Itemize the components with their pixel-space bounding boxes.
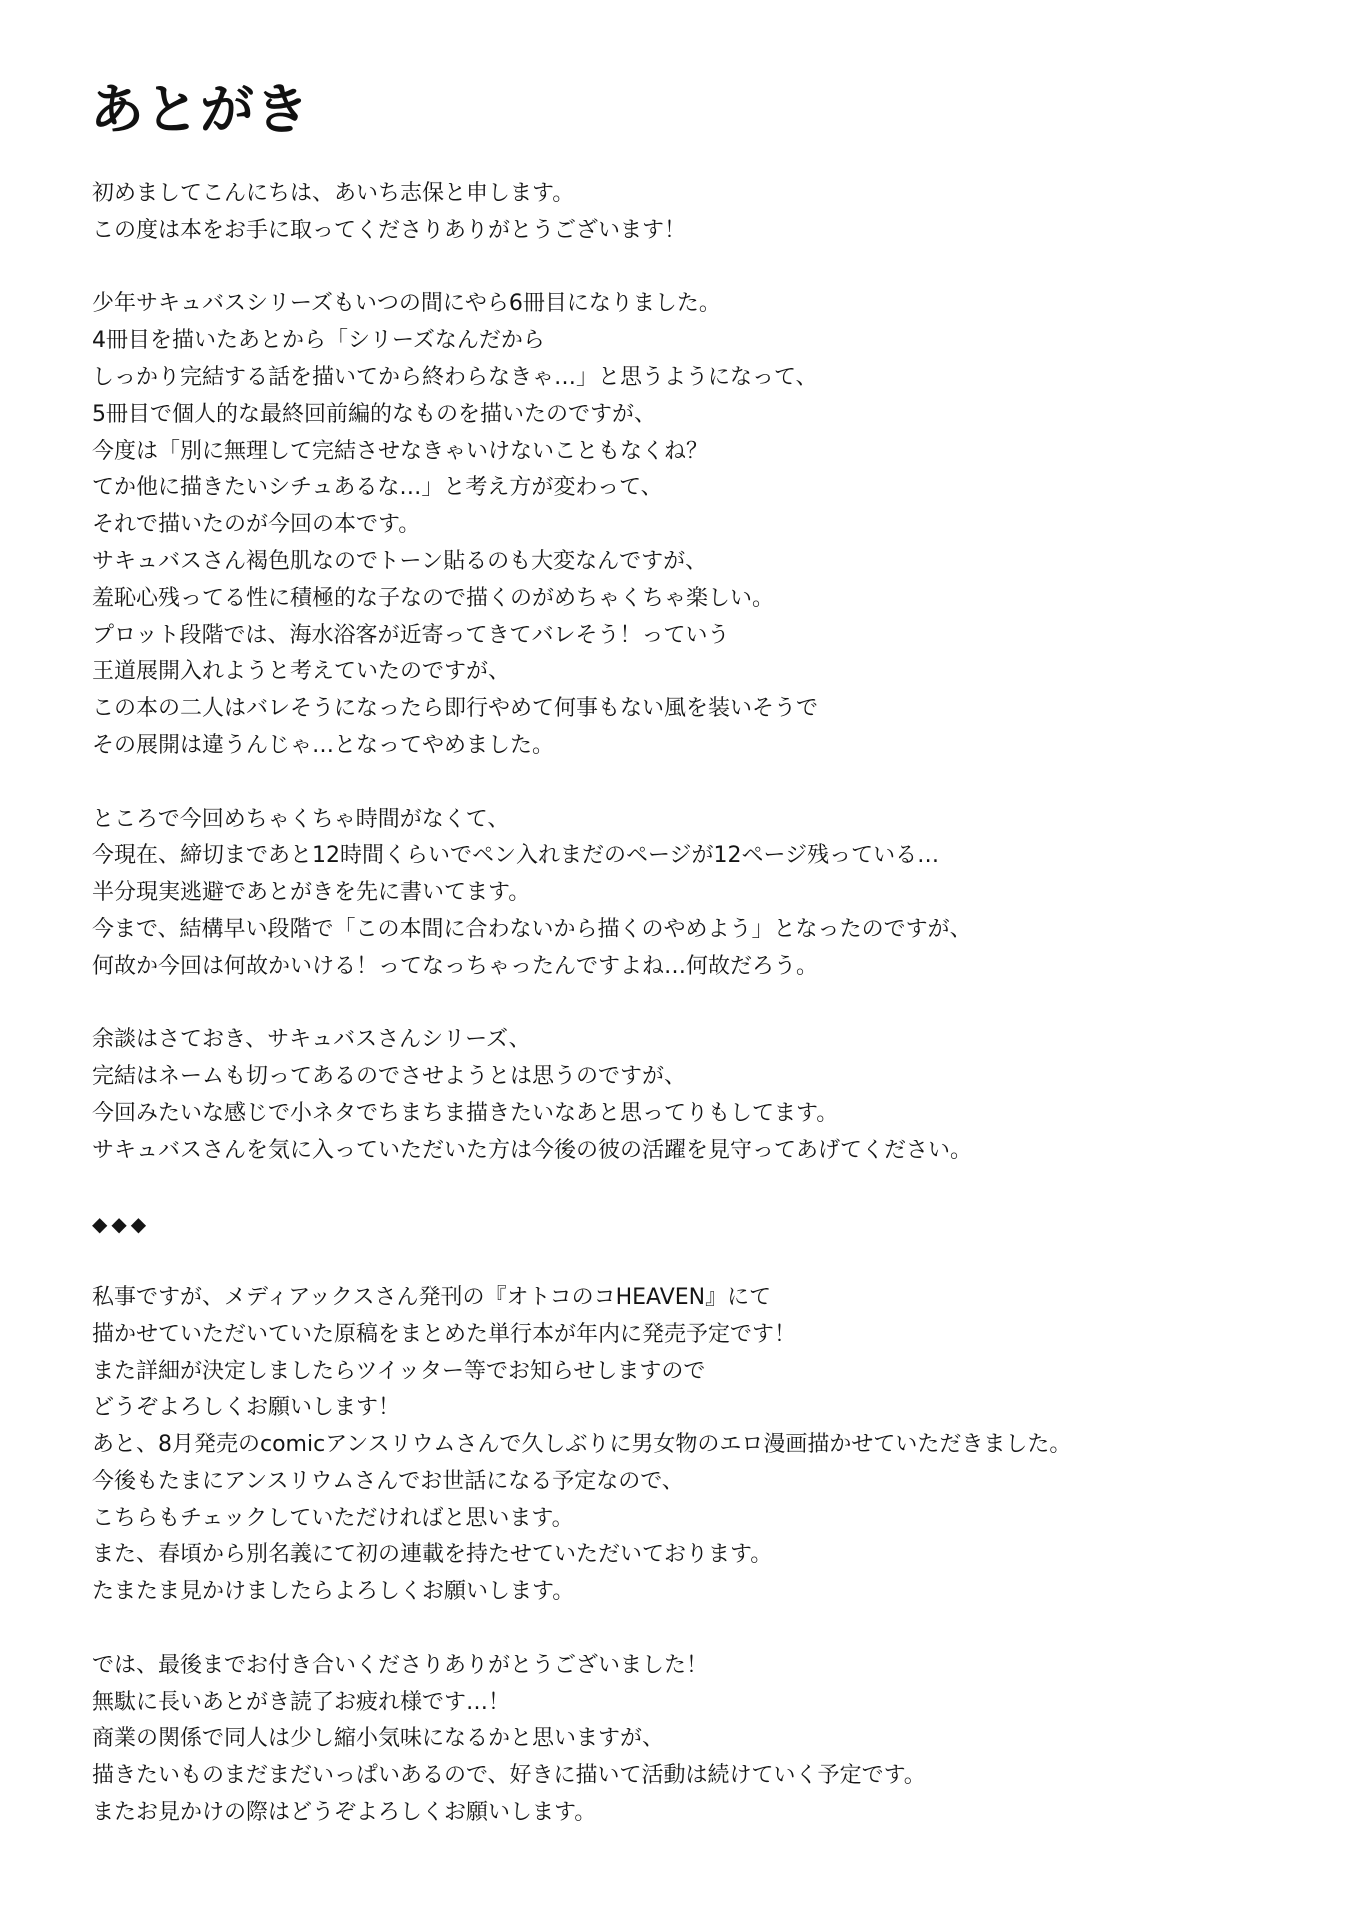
text-line: 今後もたまにアンスリウムさんでお世話になる予定なので、 bbox=[92, 1468, 684, 1494]
paragraph-deadline bbox=[92, 802, 1272, 986]
text-line: どうぞよろしくお願いします！ bbox=[92, 1395, 401, 1421]
text-line: この度は本をお手に取ってくださりありがとうございます！ bbox=[92, 217, 687, 243]
text-line: 半分現実逃避であとがきを先に書いてます。 bbox=[92, 880, 531, 906]
text-line: それで描いたのが今回の本です。 bbox=[92, 512, 421, 538]
paragraph-closing bbox=[92, 1648, 1272, 1832]
text-line: 何故か今回は何故かいける！ってなっちゃったんですよね…何故だろう。 bbox=[92, 953, 819, 979]
text-line: 今まで、結構早い段階で「この本間に合わないから描くのやめよう」となったのですが、 bbox=[92, 916, 972, 942]
text-line: プロット段階では、海水浴客が近寄ってきてバレそう！っていう bbox=[92, 622, 730, 648]
text-line: 今度は「別に無理して完結させなきゃいけないこともなくね？ bbox=[92, 438, 709, 464]
text-line: サキュバスさんを気に入っていただいた方は今後の彼の活躍を見守ってあげてください。 bbox=[92, 1137, 973, 1163]
text-line: 少年サキュバスシリーズもいつの間にやら6冊目になりました。 bbox=[92, 291, 721, 317]
text-line: では、最後までお付き合いくださりありがとうございました！ bbox=[92, 1652, 709, 1678]
afterword-body bbox=[92, 176, 1272, 1869]
text-line: しっかり完結する話を描いてから終わらなきゃ…」と思うようになって、 bbox=[92, 364, 818, 390]
text-line: また、春頃から別名義にて初の連載を持たせていただいております。 bbox=[92, 1542, 773, 1568]
text-line: てか他に描きたいシチュあるな…」と考え方が変わって、 bbox=[92, 475, 663, 501]
text-line: 5冊目で個人的な最終回前編的なものを描いたのですが、 bbox=[92, 401, 656, 427]
text-line: 私事ですが、メディアックスさん発刊の『オトコのコHEAVEN』にて bbox=[92, 1284, 772, 1310]
text-line: 初めましてこんにちは、あいち志保と申します。 bbox=[92, 181, 575, 206]
text-line: こちらもチェックしていただければと思います。 bbox=[92, 1505, 574, 1531]
text-line: 余談はさておき、サキュバスさんシリーズ、 bbox=[92, 1027, 531, 1053]
text-line: またお見かけの際はどうぞよろしくお願いします。 bbox=[92, 1800, 597, 1826]
text-line: ところで今回めちゃくちゃ時間がなくて、 bbox=[92, 806, 510, 832]
text-line: その展開は違うんじゃ…となってやめました。 bbox=[92, 732, 555, 758]
diamond-separator: ◆◆◆ bbox=[92, 1212, 151, 1237]
text-line: サキュバスさん褐色肌なのでトーン貼るのも大変なんですが、 bbox=[92, 548, 708, 574]
paragraph-series bbox=[92, 286, 1272, 764]
paragraph-announcements bbox=[92, 1280, 1272, 1611]
page-title: あとがき bbox=[90, 78, 310, 141]
text-line: また詳細が決定しましたらツイッター等でお知らせしますので bbox=[92, 1358, 706, 1384]
text-line: 4冊目を描いたあとから「シリーズなんだから bbox=[92, 328, 545, 354]
text-line: たまたま見かけましたらよろしくお願いします。 bbox=[92, 1579, 575, 1605]
text-line: 王道展開入れようと考えていたのですが、 bbox=[92, 659, 511, 685]
paragraph-greeting bbox=[92, 176, 1272, 250]
text-line: 羞恥心残ってる性に積極的な子なので描くのがめちゃくちゃ楽しい。 bbox=[92, 585, 775, 611]
text-line: 描きたいものまだまだいっぱいあるので、好きに描いて活動は続けていく予定です。 bbox=[92, 1763, 926, 1789]
paragraph-aside bbox=[92, 1022, 1272, 1169]
text-line: 描かせていただいていた原稿をまとめた単行本が年内に発売予定です！ bbox=[92, 1321, 797, 1347]
text-line: あと、8月発売のcomicアンスリウムさんで久しぶりに男女物のエロ漫画描かせていただきました。 bbox=[92, 1432, 1072, 1458]
text-line: 無駄に長いあとがき読了お疲れ様です…！ bbox=[92, 1689, 511, 1715]
text-line: 完結はネームも切ってあるのでさせようとは思うのですが、 bbox=[92, 1064, 687, 1090]
text-line: この本の二人はバレそうになったら即行やめて何事もない風を装いそうで bbox=[92, 696, 819, 722]
text-line: 今現在、締切まであと12時間くらいでペン入れまだのページが12ページ残っている… bbox=[92, 843, 940, 869]
text-line: 今回みたいな感じで小ネタでちまちま描きたいなあと思ってりもしてます。 bbox=[92, 1100, 839, 1126]
text-line: 商業の関係で同人は少し縮小気味になるかと思いますが、 bbox=[92, 1726, 665, 1752]
